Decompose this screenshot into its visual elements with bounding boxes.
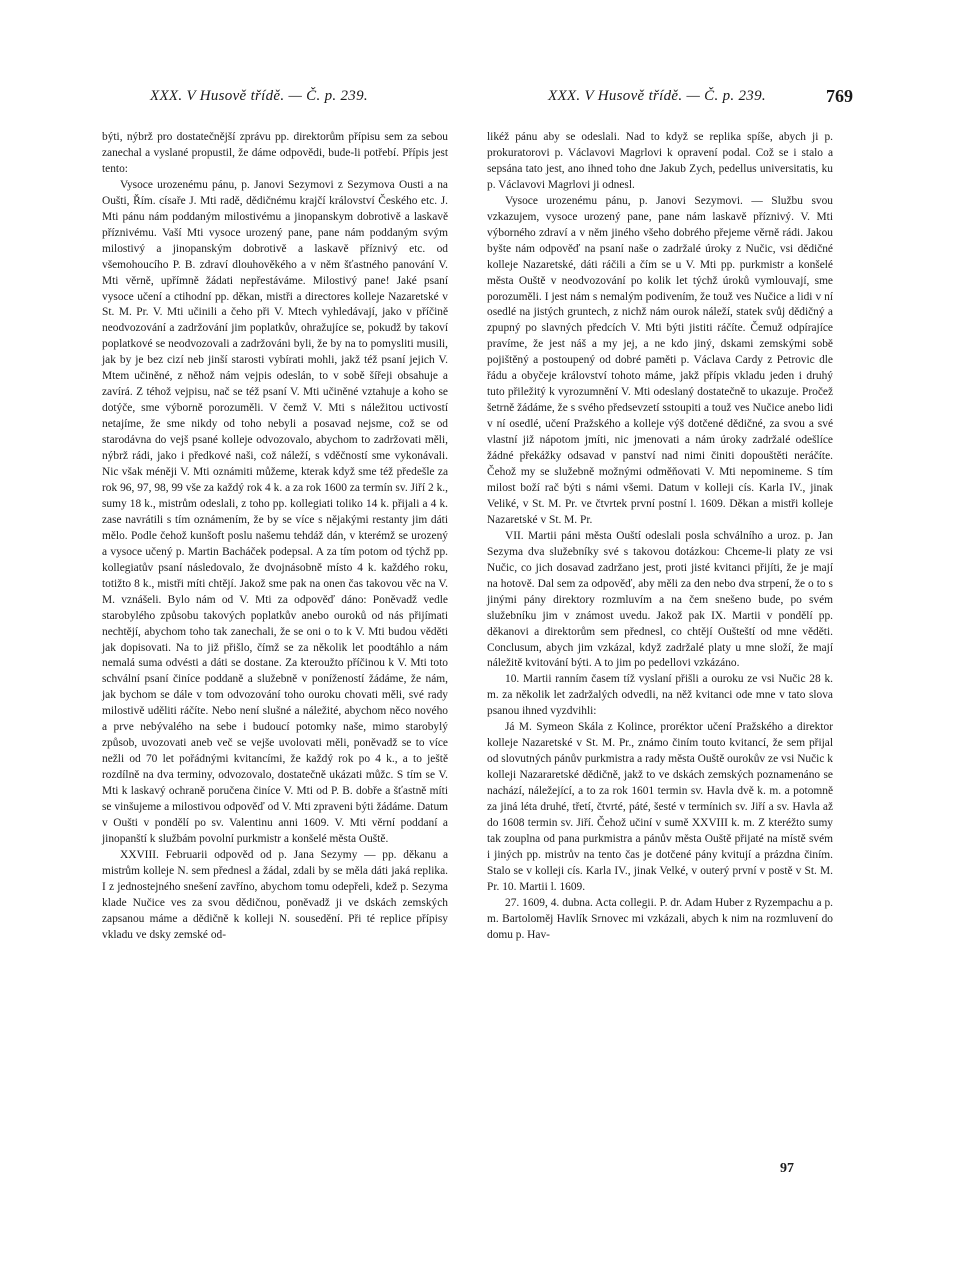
paragraph: býti, nýbrž pro dostatečnější zprávu pp. direktorům přípisu sem za sebou zanechal a vyslané propustil, že dáme odpovědi, bude-li potřebí. Přípis jest tento: <box>102 131 448 175</box>
page-number: 769 <box>826 86 853 106</box>
paragraph: Já M. Symeon Skála z Kolince, proréktor učení Pražského a direktor kolleje Nazaretské v St. M. Pr., známo činím touto kvitancí, že sem přijal od slovutných pánův purkmistra a rady města Ouště ourokův ze vsi Nučic k kolleji Nazararetské dědičně, jakž to ve dskách zemských poznamenáno se nachází, náležející, a to za rok 1601 termin sv. Havla dvě k. m. a potomně za jiná léta druhé, třetí, čtvrté, páté, šesté v termínich sv. Jiří a sv. Havla až do 1608 termin sv. Jiří. Čehož učiní v sumě XXVIII k. m. Z kteréžto sumy tak zouplna od pana purkmistra a pánův města Ouště přijaté na místě svém i jiných pp. mistrův na tento čas je dotčené pány kvitují a prázdna činím. Stalo se v kolleji cís. Karla IV., jinak Velké, v outerý první v postě v St. M. Pr. 10. Martii l. 1609. <box>487 721 833 893</box>
paragraph: 27. 1609, 4. dubna. Acta collegii. P. dr. Adam Huber z Ryzempachu a p. m. Bartoloměj Havlík Srnovec mi vzkázali, abych k nim na rozmluvení do domu p. Hav- <box>487 896 833 941</box>
paragraph: Vysoce urozenému pánu, p. Janovi Sezymovi z Sezymova Ousti a na Oušti, Řím. císaře J. Mti radě, dědičnému krajčí království Českého etc. J. Mti pánu nám poddaným milostivému a jinopanskym dobrotivě a laskavě příznivému. Vaší Mti vysoce urozený pane, pane nám poddaným svým milostivý a jinopanským dobrotivě a laskavě příznivý etc. od všemohoucího P. B. zdraví dlouhověkého a v něm šťastného panování V. Mti věrně, upřímně žádati nepřestáváme. Milostivý pane! Jaké psaní vysoce učení a ctihodní pp. děkan, mistři a directores kolleje Nazaretské v St. M. Pr. V. Mti učinili a čeho při V. Mtech vyhledávají, jako v příčině neodvozování a zadržování jim poplatkův, ohražujíce se, pokudž by takoví poplatkové se neodvozovali a zadržováni byli, že by na to pomysliti musili, jak by je bez cizí neb jinší starosti vybírati mohli, jakž též psaní jejich V. Mtem učiněné, z něhož nám vejpis odeslán, to v sobě šířeji obsahuje a zavírá. Z téhož vejpisu, nač se též psaní V. Mti učiněné vztahuje a koho se dotýče, sme výborně porozuměli. V čemž V. Mti s náležitou uctivostí netajíme, že sme nikdy od toho nebyli a posavad nejsme, což se od starodávna do vejš psané kolleje odvozovalo, abychom to zadržovati měli, nýbrž rádi, jako i předkové naši, což náleží, s vděčností sme vykonávali. Nic však méněji V. Mti oznámiti můžeme, kterak když sme též předešle za rok 96, 97, 98, 99 vše za každý rok 4 k. a za rok 1600 za termín sv. Jiří 2 k., sumy 18 k., mistrům odeslali, z toho pp. kollegiati toliko 14 k. přijali a 4 k. zase navrátili s tím oznámením, že by se více s nějakými restanty jim dáti mělo. Podle čehož kunšoft poslu našemu tehdáž dán, v kterémž se urozený a vysoce učený p. Martin Bacháček podepsal. A za tím potom od týchž pp. kollegiatův psaní následovalo, že dvojnásobně místo 4 k. každého roku, totižto 8 k., mistři míti chtějí. Jakož sme pak na onen čas takovou věc na V. M. vznášeli. Bylo nám od V. Mti za odpověď dáno: Poněvadž vedle starobylého způsobu takových poplatkův anebo ouroků od nás přijímati nechtějí, abychom toho tak zanechali, že se oni o to k V. Mti budou věděti jak dopisovati. Na to již přišlo, čímž se za několik let poodtáhlo a nám nemalá suma odvésti a dáti se dostane. Za kteroužto příčinou k V. Mti toto schvální psaní činíce poddaně a služebně v ponížeností žádáme, že nám, jak bychom se dále v tom odvozování toho ouroku chovati měli, své rady milostivě uděliti ráčíte. Nebo není slušné a náležité, abychom něco nového a prve nebývalého na sebe i budoucí potomky naše, mimo starobylý způsob, uvozovati aneb več se vejše uvolovati měli, poněvadž se to více nežli od 70 let pořádnými kvitancími, že každý rok po 4 k., a to ještě rozdílně na dva terminy, odvozovalo, dostatečně ukázati můžc. S tím se V. Mti k laskavý ochraně poručena činíce V. Mti od P. B. dobře a šťastně míti se vinšujeme a milostivou odpověď od V. Mti zpraveni býti žádáme. Datum v Oušti v pondělí po sv. Valentinu anni 1609. V. Mti věrní poddaní a jinopanští k službám povolní purkmistr a konšelé města Ouště. <box>102 178 448 845</box>
right-column <box>487 130 833 944</box>
paragraph: 10. Martii ranním časem tíž vyslaní přišli a ouroku ze vsi Nučic 28 k. m. za několik let zadržalých odvedli, na něž kvitanci ode mne v tato slova psanou ihned vyzdvihli: <box>487 673 833 718</box>
signature-mark: 97 <box>780 1161 794 1176</box>
left-column <box>102 130 448 944</box>
paragraph: likéž pánu aby se odeslali. Nad to když se replika spíše, abych ji p. prokuratorovi p. Václavovi Magrlovi k opravení podal. Což se i stalo a sepsána tato jest, ano ihned toho dne Jakub Zych, pedellus universitatis, ku p. Václavovi Magrlovi ji odnesl. <box>487 131 833 191</box>
running-header-right: XXX. V Husově třídě. — Č. p. 239. <box>548 88 766 104</box>
paragraph: XXVIII. Februarii odpověd od p. Jana Sezymy — pp. děkanu a mistrům kolleje N. sem přednesl a žádal, zdali by se měla dáti jaká replika. I z jednostejného snešení zavříno, abychom tomu odepřeli, kdež p. Sezyma klade Nučice ves za svou dědičnou, poněvadž ji ve dskách zemských zapsanou máme a dědičně k kolleji N. sousedění. Při té replice přípisy vkladu ve dsky zemské od- <box>102 848 448 941</box>
running-header-left: XXX. V Husově třídě. — Č. p. 239. <box>150 88 368 104</box>
paragraph: Vysoce urozenému pánu, p. Janovi Sezymovi. — Službu svou vzkazujem, vysoce urozený pane, pane nám laskavě příznivý. V. Mti výborného zdraví a v něm jiného všeho dobrého přejeme věrně rádi. Jakou byšte nám odpověď na psaní naše o zadržalé úroky z Nučic, vsi dědičné kolleje Nazaretské, dáti ráčili a čím se u V. Mti pp. purkmistr a konšelé města Ouště v neodvozování po kolik let týchž úroků vymlouvají, sme porozuměli. I jest nám s nemalým podivením, že touž ves Nučice a lidi v ní osedlé na jistých gruntech, z nichž nám ourok náleží, statek svůj dědičný a zpupný po slavných předcích V. Mti býti jistiti ráčíte. Čemuž odpírajíce pravíme, že jest náš a my jej, a ne kdo jiný, dskami zemskými sobě pojištěný a postoupený od dobré paměti p. Václava Cardy z Petrovic dle řádu a obyčeje království tohoto máme, jakž přípis vkladu jeden i druhý tuto přiležitý k vyrozumnění V. Mti odeslaný dostatečně to ukazuje. Pročež šetrně žádáme, že s svého předsevzetí sstoupiti a touž ves Nučice anebo lidi v ní osedlé, učení Pražského a kolleje výš dotčené dědičné, za svou a své vlastní již nápotom jmíti, nic jmenovati a nám úroky zadržalé odešlíce žádné překážky odsavad v panství nad nimi činiti dopouštěti neráčíte. Čehož my se služebně možnými odměňovati V. Mti nepomineme. S tím milost boží rač býti s námi všemi. Datum v kolleji cís. Karla IV., jinak Veliké, v St. M. Pr. ve čtvrtek první postní l. 1609. Děkan a mistři kolleje Nazaretské v St. M. Pr. <box>487 194 833 526</box>
paragraph: VII. Martii páni města Ouští odeslali posla schválního a uroz. p. Jan Sezyma dva služebníky své s takovou dotázkou: Chceme-li platy ze vsi Nučic, co jich dosavad zadržano jest, proti jisté kvitanci přijíti, že je mají na hotově. Dal sem za odpověď, aby měli za den nebo dva strpení, že o to s jinými pány direktory rozmluvím a na čem snešeno bude, po svém služebníku jim v známost uvedu. Jakož pak IX. Martii v pondělí pp. děkanovi a direktorům sem přednesl, co chtějí Oušteští od mne věděti. Conclusum, abych jim vzkázal, když zadržalé platy u mne složí, že mají náležitě kvitování býti. A to jim po pedellovi vzkázáno. <box>487 529 833 670</box>
